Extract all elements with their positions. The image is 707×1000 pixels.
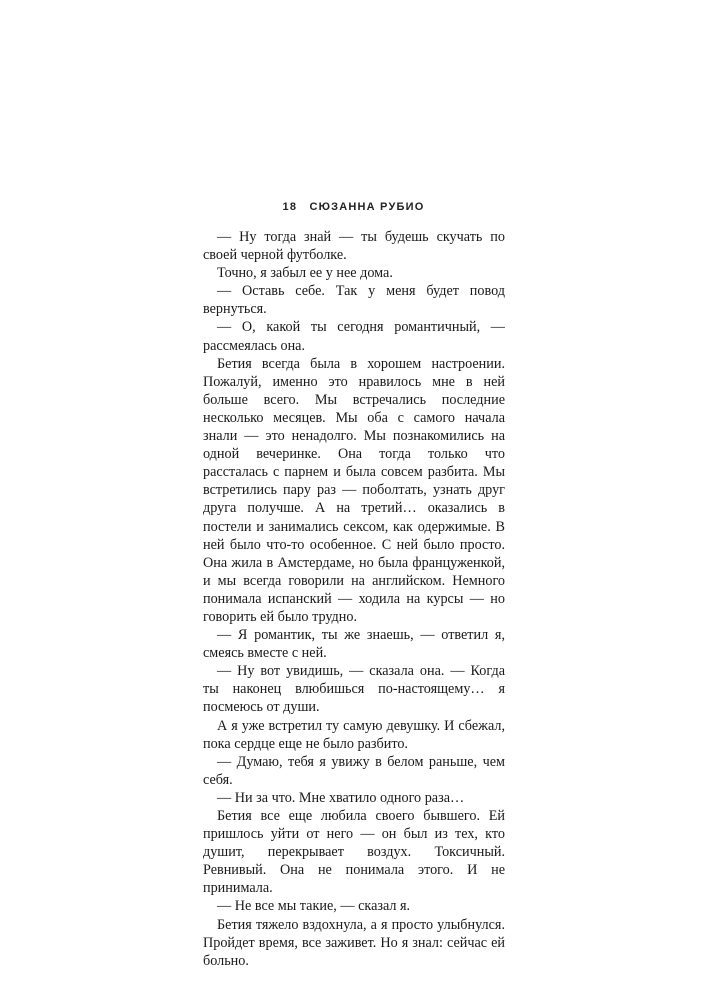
body-text bbox=[203, 228, 505, 970]
page-number: 18 bbox=[282, 201, 298, 213]
running-head bbox=[0, 201, 707, 213]
paragraph: Бетия тяжело вздохнула, а я просто улыбнулся. Пройдет время, все заживет. Но я знал: сейчас ей больно. bbox=[203, 916, 505, 969]
author-name: СЮЗАННА РУБИО bbox=[309, 201, 425, 213]
paragraph: — Ну вот увидишь, — сказала она. — Когда ты наконец влюбишься по-настоящему… я посмеюсь от души. bbox=[203, 663, 505, 716]
paragraph: А я уже встретил ту самую девушку. И сбежал, пока сердце еще не было разбито. bbox=[203, 717, 505, 752]
paragraph: — Оставь себе. Так у меня будет повод вернуться. bbox=[203, 283, 505, 318]
paragraph: Бетия все еще любила своего бывшего. Ей пришлось уйти от него — он был из тех, кто душит, перекрывает воздух. Токсичный. Ревнивый. Она не понимала этого. И не принимала. bbox=[203, 808, 505, 897]
paragraph: — Думаю, тебя я увижу в белом раньше, чем себя. bbox=[203, 753, 505, 788]
paragraph: — Ну тогда знай — ты будешь скучать по своей черной футболке. bbox=[203, 229, 505, 264]
paragraph: — Не все мы такие, — сказал я. bbox=[217, 898, 411, 915]
paragraph: — Я романтик, ты же знаешь, — ответил я, смеясь вместе с ней. bbox=[203, 627, 505, 662]
paragraph: Бетия всегда была в хорошем настроении. Пожалуй, именно это нравилось мне в ней больше всего. Мы встречались последние несколько месяцев. Мы оба с самого начала знали — это ненадолго. Мы познакомились на одной вечеринке. Она тогда только что рассталась с парнем и была совсем разбита. Мы встретились пару раз — поболтать, узнать друг друга получше. А на третий… оказались в постели и занимались сексом, как одержимые. В ней было что-то особенное. С ней было просто. Она жила в Амстердаме, но была француженкой, и мы всегда говорили на английском. Немного понимала испанский — ходила на курсы — но говорить ей было трудно. bbox=[203, 355, 505, 625]
paragraph: Точно, я забыл ее у нее дома. bbox=[217, 265, 393, 282]
paragraph: — О, какой ты сегодня романтичный, — рассмеялась она. bbox=[203, 319, 505, 354]
paragraph: — Ни за что. Мне хватило одного раза… bbox=[217, 789, 465, 806]
